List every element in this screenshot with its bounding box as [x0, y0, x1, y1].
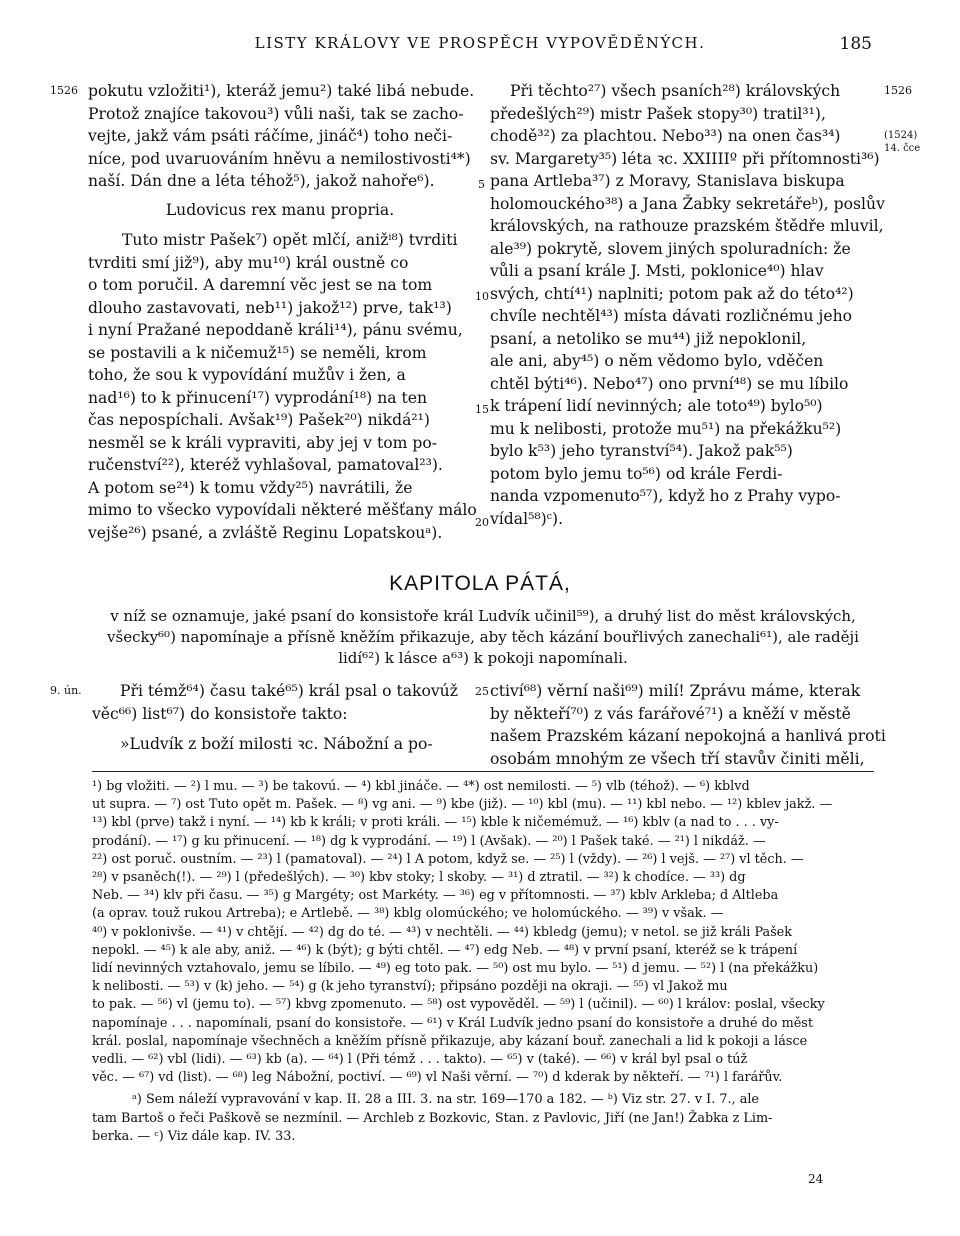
signature-line: Ludovicus rex manu propria.: [165, 200, 395, 219]
margin-year-right: 1526: [884, 84, 912, 97]
text-line: o tom poručil. A daremní věc jest se na tom: [88, 276, 433, 294]
text-line: k trápení lidí nevinných; ale toto⁴⁹) bylo⁵⁰): [490, 397, 823, 415]
text-line: ale³⁹) pokrytě, slovem jiných spoluradních: že: [490, 239, 851, 258]
summary-line: všecky⁶⁰) napomínaje a přísně kněžím přikazuje, aby těch kázání bouřlivých zanechali⁶¹), ale raději: [107, 628, 859, 646]
text-line: A potom se²⁴) k tomu vždy²⁵) navrátili, že: [88, 478, 413, 497]
line-number-25: 25: [475, 685, 489, 698]
footnote-rule: [92, 771, 874, 772]
text-line: osobám mnohým ze všech tří stavův činiti měli,: [490, 749, 865, 768]
text-line: věc⁶⁶) list⁶⁷) do konsistoře takto:: [92, 704, 348, 723]
footnote-line: ¹) bg vložiti. — ²) l mu. — ³) be takovú. — ⁴) kbl jináče. — ⁴*) ost nemilosti. — ⁵) vlb (téhož). — ⁶) kblvd: [92, 779, 750, 794]
text-line: i nyní Pražané nepoddaně králi¹⁴), pánu svému,: [88, 321, 463, 339]
footnote-line: k nelibosti. — ⁵³) v (k) jeho. — ⁵⁴) g (k jeho tyranství); připsáno později na okraji. — ⁵⁵) vl Jakož mu: [92, 979, 728, 995]
right-column: [490, 80, 885, 530]
text-line: nad¹⁶) to k přinucení¹⁷) vyprodání¹⁸) na ten: [88, 388, 428, 407]
text-line: potom bylo jemu to⁵⁶) od krále Ferdi-: [490, 464, 783, 483]
text-line: psaní, a netoliko se mu⁴⁴) již nepoklonil,: [490, 329, 807, 348]
footnote-line: ²²) ost poruč. oustním. — ²³) l (pamatoval). — ²⁴) l A potom, když se. — ²⁵) l (vždy). — ²⁶) l vejš. — ²⁷) vl těch. —: [92, 851, 804, 867]
summary-line: v níž se oznamuje, jaké psaní do konsistoře král Ludvík učinil⁵⁹), a druhý list do měst královských,: [110, 607, 856, 625]
footnote-line: ¹³) kbl (prve) takž i nyní. — ¹⁴) kb k králi; v proti králi. — ¹⁵) kble k ničemémuž. — ¹⁶) kblv (a nad to . . . vy-: [92, 815, 779, 831]
text-line: pokutu vzložiti¹), kteráž jemu²) také libá nebude.: [88, 82, 475, 100]
text-line: Při témž⁶⁴) času také⁶⁵) král psal o takovúž: [120, 682, 458, 700]
footnote-line: napomínaje . . . napomínali, psaní do konsistoře. — ⁶¹) v Král Ludvík jedno psaní do konsistoře a druhé do měst: [92, 1015, 813, 1031]
text-line: naší. Dán dne a léta téhož⁵), jakož nahoře⁶).: [88, 172, 435, 190]
text-line: vejte, jakž vám psáti ráčíme, jináč⁴) toho neči-: [88, 127, 453, 145]
text-line: ale ani, aby⁴⁵) o něm vědomo bylo, vděčen: [490, 352, 824, 370]
footnote-line: věc. — ⁶⁷) vd (list). — ⁶⁸) leg Nábožní, poctiví. — ⁶⁹) vl Naši věrní. — ⁷⁰) d kderak by někteří. — ⁷¹) l farářův.: [92, 1070, 783, 1086]
text-line: níce, pod uvaruováním hněvu a nemilostivosti⁴*): [88, 149, 471, 168]
text-line: bylo k⁵³) jeho tyranství⁵⁴). Jakož pak⁵⁵): [490, 442, 793, 460]
text-line: předešlých²⁹) mistr Pašek stopy³⁰) tratil³¹),: [490, 104, 826, 123]
margin-year-left: 1526: [50, 84, 78, 97]
text-line: Při těchto²⁷) všech psaních²⁸) královských: [510, 82, 841, 100]
chapter-title: KAPITOLA PÁTÁ,: [389, 572, 571, 595]
footnote-line: ⁴⁰) v poklonivše. — ⁴¹) v chtějí. — ⁴²) dg do té. — ⁴³) v nechtěli. — ⁴⁴) kbledg (jemu); v netol. se již králi Pašek: [92, 924, 793, 940]
footnotes: [92, 778, 874, 1146]
note-line: ᵃ) Sem náleží vypravování v kap. II. 28 a III. 3. na str. 169—170 a 182. — ᵇ) Viz str. 27. v I. 7., ale: [132, 1092, 759, 1108]
footnote-line: Neb. — ³⁴) klv při času. — ³⁵) g Margéty; ost Markéty. — ³⁶) eg v přítomnosti. — ³⁷) kblv Arkleba; d Altleba: [92, 888, 779, 904]
text-line: čas nepospíchali. Avšak¹⁹) Pašek²⁰) nikdá²¹): [88, 411, 430, 429]
footnote-line: prodání). — ¹⁷) g ku přinucení. — ¹⁸) dg k vyprodání. — ¹⁹) l (Avšak). — ²⁰) l Pašek také. — ²¹) l nikdáž. —: [92, 833, 766, 849]
text-line: chtěl býti⁴⁶). Nebo⁴⁷) ono první⁴⁸) se mu líbilo: [490, 374, 849, 393]
page-number: 185: [839, 34, 872, 54]
text-line: mu k nelibosti, protože mu⁵¹) na překážku⁵²): [490, 419, 842, 438]
footnote-line: to pak. — ⁵⁶) vl (jemu to). — ⁵⁷) kbvg zpomenuto. — ⁵⁸) ost vypověděl. — ⁵⁹) l (učinil). — ⁶⁰) l králov: poslal, všecky: [92, 997, 825, 1013]
text-line: Tuto mistr Pašek⁷) opět mlčí, anižⁱ⁸) tvrditi: [122, 231, 458, 249]
footnote-line: ut supra. — ⁷) ost Tuto opět m. Pašek. — ⁸) vg ani. — ⁹) kbe (již). — ¹⁰) kbl (mu). — ¹¹) kbl nebo. — ¹²) kblev jakž. —: [92, 797, 833, 813]
text-line: našem Prazském kázaní nepokojná a hanlivá proti: [490, 727, 886, 745]
text-line: sv. Margarety³⁵) léta ꝛc. XXIIIIº při přítomnosti³⁶): [490, 149, 880, 168]
footnote-line: ²⁸) v psaněch(!). — ²⁹) l (předešlých). — ³⁰) kbv stoky; l skoby. — ³¹) d ztratil. — ³²) k chodíce. — ³³) dg: [92, 870, 746, 886]
footnote-line: lidí nevinných vztahovalo, jemu se líbilo. — ⁴⁹) eg toto pak. — ⁵⁰) ost mu bylo. — ⁵¹) d jemu. — ⁵²) l (na překážku): [92, 961, 819, 977]
margin-date-left: 9. ún.: [50, 684, 82, 697]
left-column: [88, 80, 477, 544]
chapter-left-column: [92, 680, 472, 756]
text-line: chodě³²) za plachtou. Nebo³³) na onen čas³⁴): [490, 127, 841, 145]
text-line: pana Artleba³⁷) z Moravy, Stanislava biskupa: [490, 172, 845, 190]
footnote-line: král. poslal, napomínaje všechněch a kněžím přísně přikazuje, aby kázaní bouř. zanechali a lid k pokoji a lásce: [92, 1033, 808, 1049]
text-line: vídal⁵⁸)ᶜ).: [490, 509, 564, 528]
text-line: »Ludvík z boží milosti ꝛc. Nábožní a po-: [120, 735, 433, 753]
line-number-5: 5: [478, 178, 485, 191]
footnote-line: (a oprav. touž rukou Artreba); e Artlebě. — ³⁸) kblg olomúckého; ve holomúckého. — ³⁹) v však. —: [92, 906, 724, 922]
summary-line: lidí⁶²) k lásce a⁶³) k pokoji napomínali.: [338, 649, 628, 667]
line-number-15: 15: [475, 403, 489, 416]
note-line: tam Bartoš o řeči Paškově se nezmínil. — Archleb z Bozkovic, Stan. z Pavlovic, Jiří (ne Jan!) Žabka z Lim-: [92, 1110, 773, 1126]
line-number-20: 20: [475, 516, 489, 529]
text-line: ctiví⁶⁸) věrní naši⁶⁹) milí! Zprávu máme, kterak: [490, 682, 861, 700]
text-line: by někteří⁷⁰) z vás farářové⁷¹) a kněží v městě: [490, 704, 851, 723]
text-line: Protož znajíce takovou³) vůli naši, tak se zacho-: [88, 104, 464, 123]
text-line: chvíle nechtěl⁴³) místa dávati rozličnému jeho: [490, 307, 853, 325]
line-number-10: 10: [475, 290, 489, 303]
text-line: vejše²⁶) psané, a zvláště Reginu Lopatskouᵃ).: [88, 523, 443, 542]
text-line: dlouho zastavovati, neb¹¹) jakož¹²) prve, tak¹³): [88, 298, 452, 317]
text-line: se postavili a k ničemuž¹⁵) se neměli, krom: [88, 343, 427, 362]
running-head: LISTY KRÁLOVY VE PROSPĚCH VYPOVĚDĚNÝCH.: [254, 34, 706, 52]
text-line: mimo to všecko vypovídali některé měšťany málo: [88, 501, 477, 519]
note-line: berka. — ᶜ) Viz dále kap. IV. 33.: [92, 1128, 296, 1144]
text-line: holomouckého³⁸) a Jana Žabky sekretářeᵇ), poslův: [490, 194, 885, 213]
text-line: nanda vzpomenuto⁵⁷), když ho z Prahy vypo-: [490, 487, 841, 505]
printer-signature: 24: [808, 1172, 824, 1186]
margin-date-1: (1524): [884, 130, 918, 141]
footnote-line: nepokl. — ⁴⁵) k ale aby, aniž. — ⁴⁶) k (být); g býti chtěl. — ⁴⁷) edg Neb. — ⁴⁸) v první psaní, kteréž se k trápení: [92, 942, 798, 958]
text-line: nesměl se k králi vypraviti, aby jej v tom po-: [88, 433, 437, 452]
margin-date-2: 14. čce: [884, 143, 921, 154]
text-line: ručenství²²), kteréž vyhlašoval, pamatoval²³).: [88, 456, 443, 474]
chapter-summary: [92, 606, 874, 669]
text-line: svých, chtí⁴¹) naplniti; potom pak až do této⁴²): [490, 284, 854, 303]
chapter-right-column: [490, 680, 886, 770]
text-line: vůli a psaní krále J. Msti, poklonice⁴⁰) hlav: [490, 262, 824, 280]
text-line: toho, že sou k vypovídání mužův i žen, a: [88, 366, 406, 384]
text-line: tvrditi smí již⁹), aby mu¹⁰) král oustně co: [88, 253, 409, 272]
text-line: královských, na rathouze prazském štědře mluvil,: [490, 217, 884, 235]
footnote-line: vedli. — ⁶²) vbl (lidi). — ⁶³) kb (a). — ⁶⁴) l (Při témž . . . takto). — ⁶⁵) v (také). — ⁶⁶) v král byl psal o túž: [92, 1052, 748, 1068]
